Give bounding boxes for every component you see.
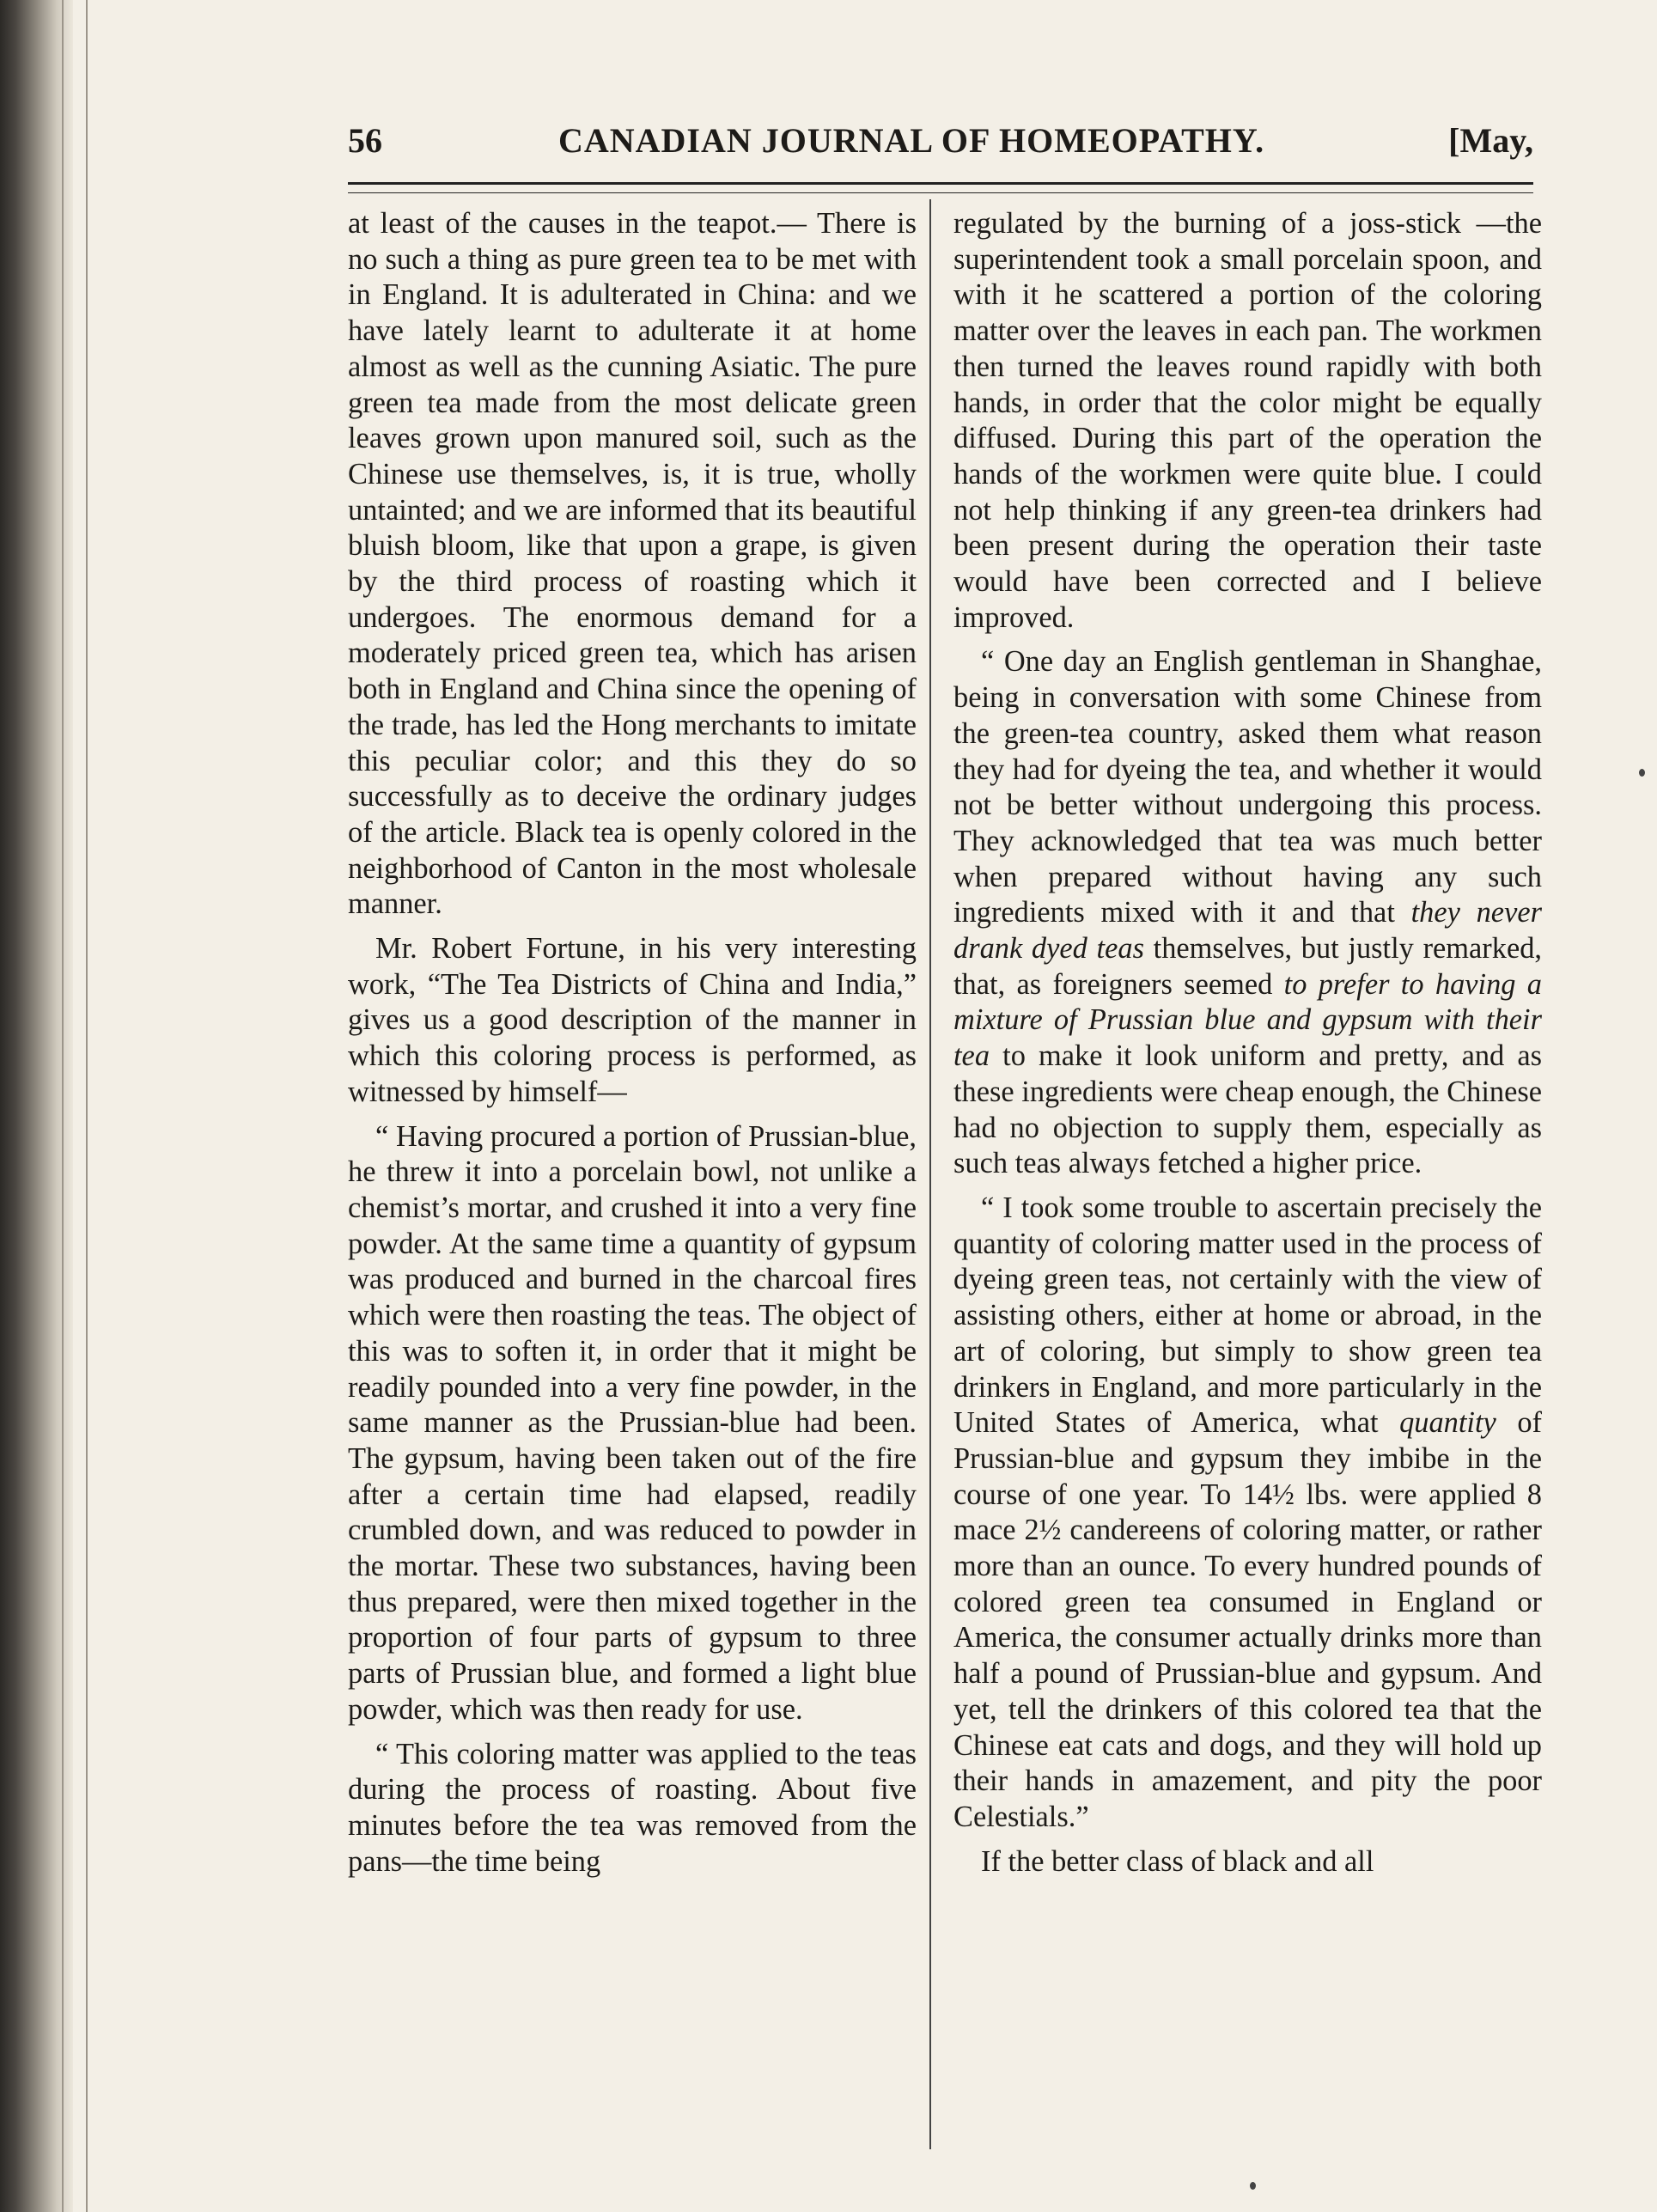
ink-speck (1250, 2182, 1256, 2190)
paragraph: “ Having procured a portion of Prussian-blue, he threw it into a porcelain bowl, not unlike a chemist’s mortar, and crushed it into a very fine powder. At the same time a quantity of gypsum was produced and burned in the charcoal fires which were then roasting the teas. The object of this was to soften it, in order that it might be readily pounded into a very fine powder, in the same manner as the Prussian-blue had been. The gypsum, having been taken out of the fire after a certain time had elapsed, readily crumbled down, and was reduced to powder in the mortar. These two substances, having been thus prepared, were then mixed together in the proportion of four parts of gypsum to three parts of Prussian blue, and formed a light blue powder, which was then ready for use. (348, 1119, 917, 1726)
text-run: themselves, but justly remarked, that, as foreigners seemed (953, 932, 1542, 1001)
header-rule-thick (348, 182, 1533, 185)
italic-text: to prefer to having a mixture of Prussian blue and gypsum with their tea (953, 967, 1542, 1073)
paragraph (953, 1191, 1542, 1836)
paragraph (953, 644, 1542, 1182)
left-column (348, 206, 917, 2113)
italic-text: they never drank dyed teas (953, 896, 1542, 966)
paragraph: If the better class of black and all (981, 1844, 1374, 1878)
text-run: “ One day an English gentleman in Shanghae, being in conversation with some Chinese from the green-tea country, asked them what reason they had for dyeing the tea, and whether it would not be better without undergoing this process. They acknowledged that tea was much better when prepared without having any such ingredients mixed with it and that (953, 645, 1542, 929)
text-run: of Prussian-blue and gypsum they imbibe in the course of one year. To 14½ lbs. were applied 8 mace 2½ candereens of coloring matter, or rather more than an ounce. To every hundred pounds of colored green tea consumed in England or America, the consumer actually drinks more than half a pound of Prussian-blue and gypsum. And yet, tell the drinkers of this colored tea that the Chinese eat cats and dogs, and they will hold up their hands in amazement, and pity the poor Celestials.” (953, 1406, 1542, 1833)
text-run: “ I took some trouble to ascertain precisely the quantity of coloring matter used in the process of dyeing green teas, not certainly with the view of assisting others, either at home or abroad, in the art of coloring, but simply to show green tea drinkers in England, and more particularly in the United States of America, what (953, 1191, 1542, 1440)
paragraph: regulated by the burning of a joss-stick —the superintendent took a small porcelain spoon, and with it he scattered a portion of the coloring matter over the leaves in each pan. The workmen then turned the leaves round rapidly with both hands, in order that the color might be equally diffused. During this part of the operation the hands of the workmen were quite blue. I could not help thinking if any green-tea drinkers had been present during the operation their taste would have been corrected and I believe improved. (953, 207, 1542, 634)
text-run: to make it look uniform and pretty, and as these ingredients were cheap enough, the Chinese had no objection to supply them, especially as such teas always fetched a higher price. (953, 1039, 1542, 1180)
ink-speck (1639, 769, 1645, 777)
italic-text: quantity (1399, 1406, 1496, 1440)
right-column (953, 206, 1542, 2113)
page-edge-line (86, 0, 88, 2212)
column-divider (929, 199, 931, 2149)
journal-title: CANADIAN JOURNAL OF HOMEOPATHY. (558, 121, 1265, 160)
paragraph: Mr. Robert Fortune, in his very interesting work, “The Tea Districts of China and India,” gives us a good description of the manner in which this coloring process is performed, as witnessed by himself— (348, 932, 917, 1108)
paragraph: at least of the causes in the teapot.— There is no such a thing as pure green tea to be met with in England. It is adulterated in China: and we have lately learnt to adulterate it at home almost as well as the cunning Asiatic. The pure green tea made from the most delicate green leaves grown upon manured soil, such as the Chinese use themselves, is, it is true, wholly untainted; and we are informed that its beautiful bluish bloom, like that upon a grape, is given by the third process of roasting which it undergoes. The enormous demand for a moderately priced green tea, which has arisen both in England and China since the opening of the trade, has led the Hong merchants to imitate this peculiar color; and this they do so successfully as to deceive the ordinary judges of the article. Black tea is openly colored in the neighborhood of Canton in the most wholesale manner. (348, 207, 917, 921)
page-number: 56 (348, 121, 382, 160)
header-rule-thin (348, 192, 1533, 193)
page-edge-line (62, 0, 64, 2212)
paragraph: “ This coloring matter was applied to the teas during the process of roasting. About five minutes before the tea was removed from the pans—the time being (348, 1737, 917, 1878)
running-header (348, 120, 1533, 180)
running-month: [May, (1448, 121, 1533, 160)
